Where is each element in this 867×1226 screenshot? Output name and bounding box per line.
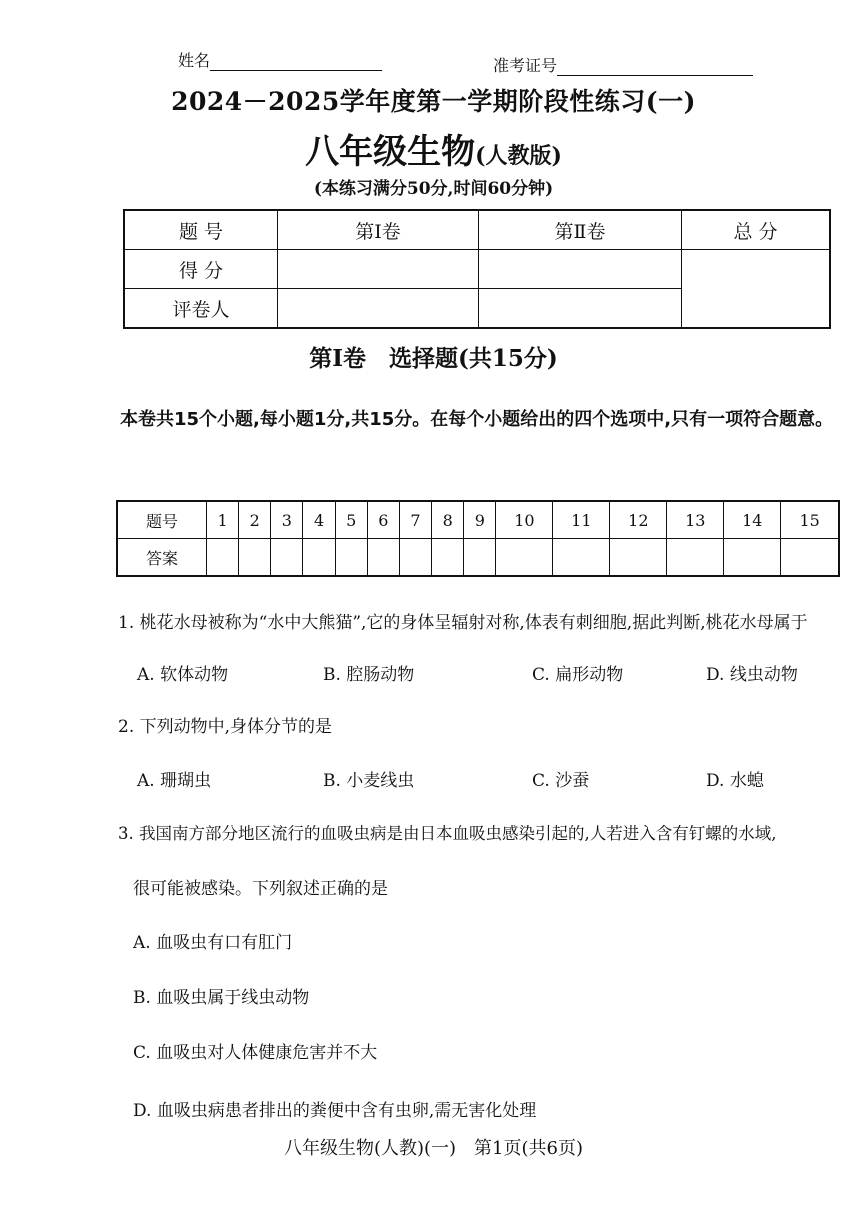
question-number-cell: 6 (367, 501, 399, 539)
answer-cell (303, 539, 335, 577)
question-number-cell: 10 (496, 501, 553, 539)
question-number-cell: 15 (781, 501, 839, 539)
score-row-label: 得 分 (124, 250, 278, 289)
answer-cell (432, 539, 464, 577)
question-1-option-c: C. 扁形动物 (532, 665, 624, 685)
answer-cell (367, 539, 399, 577)
exam-id-label: 准考证号 (493, 56, 558, 75)
question-3-option-b: B. 血吸虫属于线虫动物 (133, 988, 310, 1008)
section-title: 第Ⅰ卷 选择题(共15分) (309, 345, 558, 372)
question-number-cell: 3 (271, 501, 303, 539)
answer-cell (610, 539, 667, 577)
question-number-cell: 12 (610, 501, 667, 539)
question-3-option-a: A. 血吸虫有口有肛门 (133, 933, 293, 953)
score-table-row (124, 250, 830, 289)
answer-cell (496, 539, 553, 577)
question-number-cell: 8 (432, 501, 464, 539)
question-1-stem: 1. 桃花水母被称为“水中大熊猫”,它的身体呈辐射对称,体表有刺细胞,据此判断,桃花水母属于 (118, 613, 808, 633)
question-1-option-a: A. 软体动物 (137, 665, 229, 685)
score-cell (479, 250, 682, 289)
question-3-stem-line-2: 很可能被感染。下列叙述正确的是 (133, 879, 388, 899)
score-table (123, 209, 831, 329)
question-number-cell: 13 (667, 501, 724, 539)
name-field (178, 48, 382, 71)
question-2-option-c: C. 沙蚕 (532, 771, 590, 791)
name-blank (210, 54, 382, 71)
question-number-cell: 5 (335, 501, 367, 539)
question-2-option-d: D. 水螅 (706, 771, 764, 791)
answer-table-answer-label: 答案 (117, 539, 207, 577)
answer-table-answer-row (117, 539, 839, 577)
question-number-cell: 11 (553, 501, 610, 539)
answer-cell (271, 539, 303, 577)
question-number-cell: 9 (464, 501, 496, 539)
page-footer: 八年级生物(人教)(一) 第1页(共6页) (283, 1138, 584, 1159)
answer-cell (207, 539, 239, 577)
score-table-header-row (124, 210, 830, 250)
answer-table-number-row (117, 501, 839, 539)
exam-id-blank (557, 59, 753, 76)
score-col-header: 第Ⅰ卷 (278, 210, 479, 250)
total-score-cell (682, 250, 831, 329)
subject-title (0, 124, 867, 173)
answer-cell (781, 539, 839, 577)
answer-cell (239, 539, 271, 577)
question-number-cell: 7 (399, 501, 431, 539)
question-2-option-b: B. 小麦线虫 (323, 771, 415, 791)
question-1-option-b: B. 腔肠动物 (323, 665, 415, 685)
answer-table (116, 500, 840, 577)
edition-label: (人教版) (475, 143, 562, 169)
score-col-header: 总 分 (682, 210, 831, 250)
answer-cell (335, 539, 367, 577)
question-3-stem-line-1: 3. 我国南方部分地区流行的血吸虫病是由日本血吸虫感染引起的,人若进入含有钉螺的水域, (118, 824, 777, 843)
question-number-cell: 1 (207, 501, 239, 539)
section-description: 本卷共15个小题,每小题1分,共15分。在每个小题给出的四个选项中,只有一项符合题意。 (120, 409, 834, 430)
question-2-option-a: A. 珊瑚虫 (137, 771, 212, 791)
score-cell (278, 289, 479, 329)
question-2-stem: 2. 下列动物中,身体分节的是 (118, 717, 333, 737)
answer-cell (464, 539, 496, 577)
name-label: 姓名 (178, 51, 211, 70)
exam-id-field (493, 53, 753, 76)
subject-name: 八年级生物 (305, 132, 476, 172)
answer-table-header-label: 题号 (117, 501, 207, 539)
score-row-label: 评卷人 (124, 289, 278, 329)
answer-cell (667, 539, 724, 577)
question-number-cell: 2 (239, 501, 271, 539)
exam-title: 2024－2025学年度第一学期阶段性练习(一) (171, 87, 696, 116)
question-1-option-d: D. 线虫动物 (706, 665, 798, 685)
answer-cell (724, 539, 781, 577)
score-cell (278, 250, 479, 289)
answer-cell (553, 539, 610, 577)
score-col-header: 题 号 (124, 210, 278, 250)
question-3-option-c: C. 血吸虫对人体健康危害并不大 (133, 1043, 378, 1063)
question-number-cell: 4 (303, 501, 335, 539)
question-number-cell: 14 (724, 501, 781, 539)
score-cell (479, 289, 682, 329)
score-col-header: 第Ⅱ卷 (479, 210, 682, 250)
answer-cell (399, 539, 431, 577)
question-3-option-d: D. 血吸虫病患者排出的粪便中含有虫卵,需无害化处理 (133, 1101, 537, 1121)
exam-note: (本练习满分50分,时间60分钟) (313, 179, 554, 199)
